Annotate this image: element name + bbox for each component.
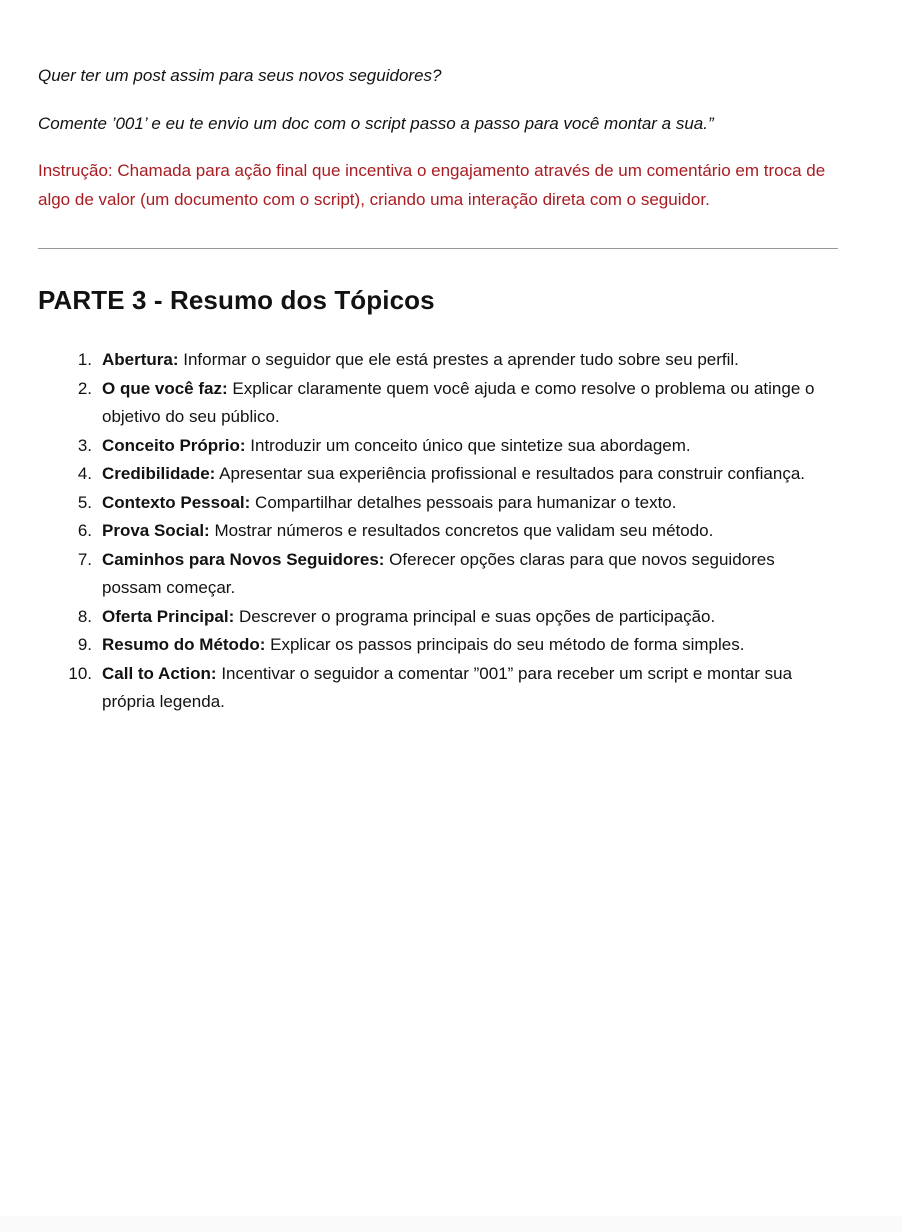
topic-item: [38, 631, 838, 660]
topic-item: [38, 546, 838, 603]
topic-label: Prova Social:: [102, 521, 210, 540]
quote-cta-paragraph: Comente ’001’ e eu te envio um doc com o script passo a passo para você montar a sua.”: [38, 113, 714, 133]
topic-item: [38, 346, 838, 375]
topic-label: O que você faz:: [102, 378, 228, 398]
topic-item: [38, 460, 838, 489]
section-title: PARTE 3 - Resumo dos Tópicos: [38, 285, 435, 315]
topic-description: Explicar claramente quem você ajuda e como resolve o problema ou atinge o objetivo do seu público.: [102, 378, 815, 426]
topic-item: [38, 432, 838, 461]
topic-description: Compartilhar detalhes pessoais para humanizar o texto.: [250, 492, 677, 512]
topic-text: [102, 460, 838, 489]
topic-text: [102, 660, 838, 717]
topic-number: 8.: [77, 606, 92, 626]
topic-text: [102, 489, 838, 518]
topic-label: Resumo do Método:: [102, 635, 266, 654]
topic-label: Credibilidade:: [102, 464, 216, 483]
topic-item: [38, 517, 838, 546]
quote-question-paragraph: Quer ter um post assim para seus novos seguidores?: [38, 66, 442, 85]
topic-label: Contexto Pessoal:: [102, 492, 251, 512]
topic-description: Introduzir um conceito único que sintetize sua abordagem.: [245, 435, 691, 455]
section-divider: [38, 248, 838, 249]
footer-band: [0, 1216, 902, 1232]
instruction-paragraph: Instrução: Chamada para ação final que incentiva o engajamento através de um comentário em troca de algo de valor (um documento com o script), criando uma interação direta com o seguidor.: [38, 161, 826, 209]
topic-text: [102, 546, 838, 603]
topic-number: 2.: [77, 378, 92, 398]
topic-description: Oferecer opções claras para que novos seguidores possam começar.: [102, 549, 775, 597]
topic-description: Apresentar sua experiência profissional e resultados para construir confiança.: [215, 464, 806, 483]
topic-description: Incentivar o seguidor a comentar ”001” para receber um script e montar sua própria legenda.: [102, 663, 793, 711]
topic-item: [38, 375, 838, 432]
topic-text: [102, 631, 838, 660]
topic-number: 9.: [77, 635, 92, 654]
topic-number: 4.: [77, 464, 92, 483]
topic-label: Oferta Principal:: [102, 606, 235, 626]
topic-number: 10.: [68, 663, 92, 683]
topic-number: 5.: [77, 492, 92, 512]
topic-label: Call to Action:: [102, 663, 217, 683]
topic-text: [102, 517, 838, 546]
topic-description: Mostrar números e resultados concretos que validam seu método.: [209, 521, 714, 540]
topic-number: 1.: [77, 350, 92, 369]
topic-text: [102, 432, 838, 461]
topic-description: Descrever o programa principal e suas opções de participação.: [234, 606, 716, 626]
topic-text: [102, 603, 838, 632]
topic-text: [102, 375, 838, 432]
topic-text: [102, 346, 838, 375]
topic-item: [38, 603, 838, 632]
topic-number: 6.: [77, 521, 92, 540]
topic-number: 7.: [77, 549, 92, 569]
topic-description: Informar o seguidor que ele está prestes a aprender tudo sobre seu perfil.: [178, 350, 739, 369]
topic-item: [38, 489, 838, 518]
topic-label: Abertura:: [102, 350, 179, 369]
topic-number: 3.: [77, 435, 92, 455]
topic-item: [38, 660, 838, 717]
topic-label: Conceito Próprio:: [102, 435, 246, 455]
topics-list: [38, 346, 838, 717]
topic-description: Explicar os passos principais do seu método de forma simples.: [265, 635, 745, 654]
topic-label: Caminhos para Novos Seguidores:: [102, 549, 385, 569]
